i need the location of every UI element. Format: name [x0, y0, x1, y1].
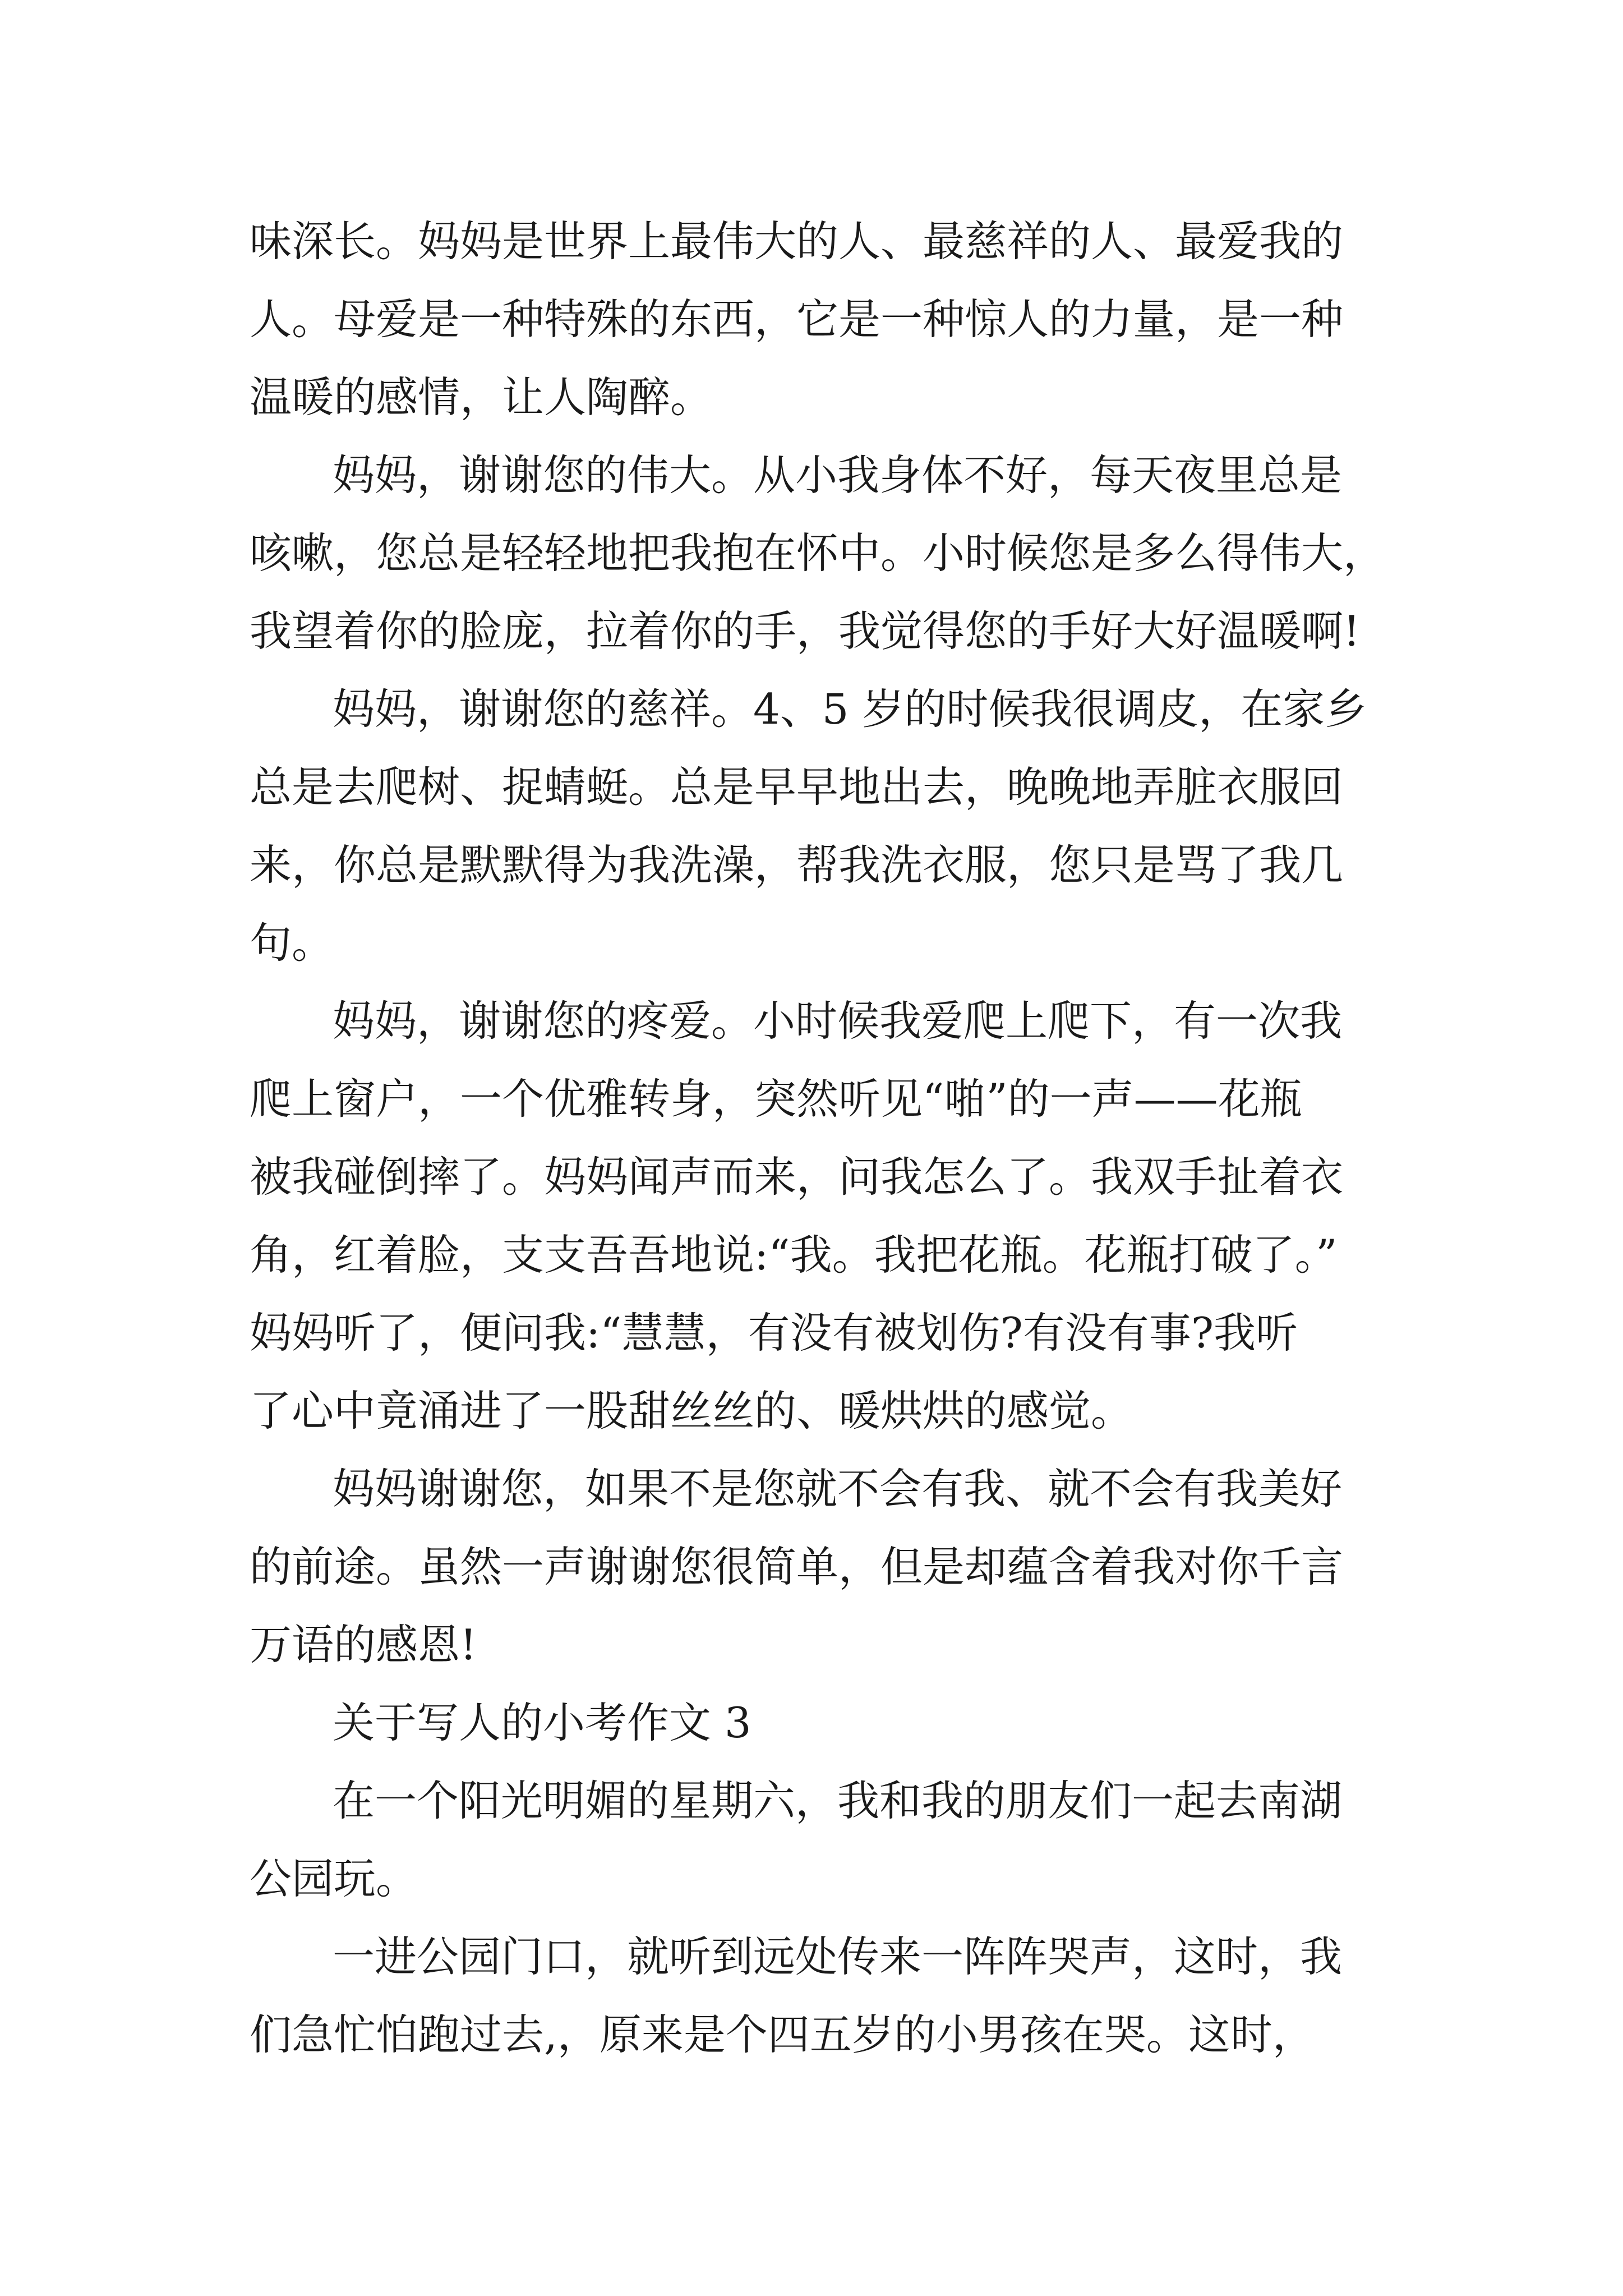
text-line: 爬上窗户，一个优雅转身，突然听见“啪”的一声——花瓶 [250, 1074, 1302, 1124]
text-line: 们急忙怕跑过去,，原来是个四五岁的小男孩在哭。这时， [250, 2010, 1315, 2059]
text-line: 咳嗽，您总是轻轻地把我抱在怀中。小时候您是多么得伟大， [250, 528, 1386, 578]
text-line: 我望着你的脸庞，拉着你的手，我觉得您的手好大好温暖啊! [250, 606, 1361, 656]
text-line: 在一个阳光明媚的星期六，我和我的朋友们一起去南湖 [333, 1776, 1343, 1825]
text-line: 妈妈谢谢您，如果不是您就不会有我、就不会有我美好 [333, 1464, 1343, 1513]
text-line: 妈妈，谢谢您的伟大。从小我身体不好，每天夜里总是 [333, 450, 1343, 500]
text-line: 人。母爱是一种特殊的东西，它是一种惊人的力量，是一种 [250, 295, 1344, 344]
text-line: 来，你总是默默得为我洗澡，帮我洗衣服，您只是骂了我几 [250, 840, 1344, 890]
text-line: 的前途。虽然一声谢谢您很简单，但是却蕴含着我对你千言 [250, 1542, 1344, 1591]
text-line: 总是去爬树、捉蜻蜓。总是早早地出去，晚晚地弄脏衣服回 [250, 762, 1344, 812]
text-line: 妈妈听了，便问我:“慧慧，有没有被划伤?有没有事?我听 [250, 1308, 1298, 1358]
text-line: 妈妈，谢谢您的疼爱。小时候我爱爬上爬下，有一次我 [333, 996, 1343, 1046]
text-line: 角，红着脸，支支吾吾地说:“我。我把花瓶。花瓶打破了。” [250, 1230, 1338, 1280]
text-line: 万语的感恩! [250, 1620, 477, 1669]
section-heading: 关于写人的小考作文 3 [333, 1698, 751, 1747]
text-line: 妈妈，谢谢您的慈祥。4、5 岁的时候我很调皮，在家乡 [333, 684, 1367, 734]
text-line: 温暖的感情，让人陶醉。 [250, 372, 713, 422]
text-line: 一进公园门口，就听到远处传来一阵阵哭声，这时，我 [333, 1932, 1343, 1981]
text-line: 公园玩。 [250, 1854, 418, 1903]
text-line: 被我碰倒摔了。妈妈闻声而来，问我怎么了。我双手扯着衣 [250, 1152, 1344, 1202]
text-line: 句。 [250, 918, 334, 968]
text-line: 了心中竟涌进了一股甜丝丝的、暖烘烘的感觉。 [250, 1386, 1133, 1435]
text-line: 味深长。妈妈是世界上最伟大的人、最慈祥的人、最爱我的 [250, 217, 1344, 266]
